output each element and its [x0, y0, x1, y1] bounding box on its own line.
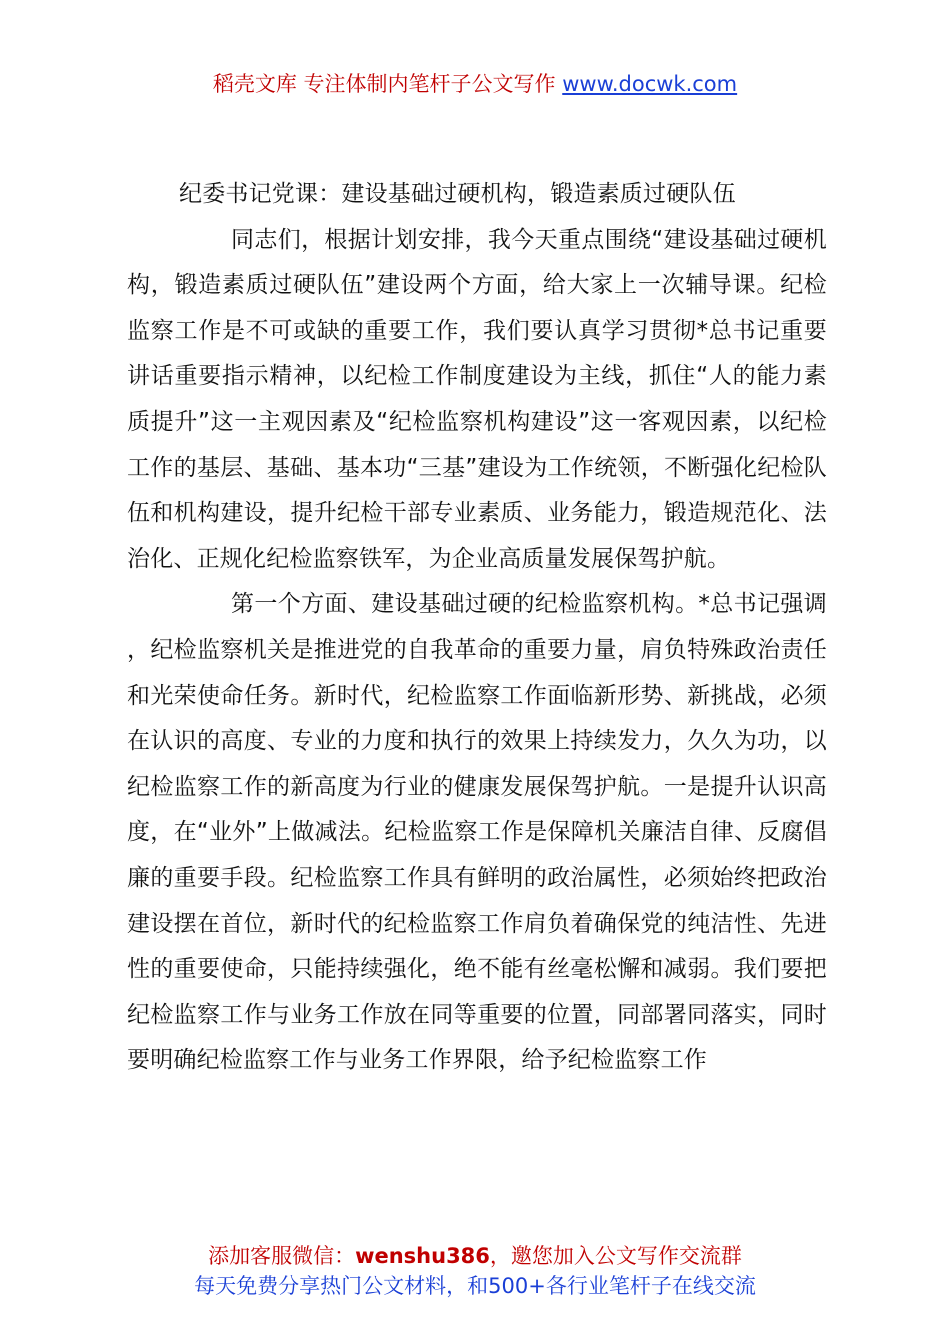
promo-footer [0, 1241, 950, 1301]
footer-contact-prefix: 添加客服微信： [208, 1244, 356, 1268]
footer-contact-line [0, 1241, 950, 1271]
site-brand: 稻壳文库 专注体制内笔杆子公文写作 [212, 72, 556, 96]
site-header [0, 68, 950, 100]
document-title: 纪委书记党课：建设基础过硬机构，锻造素质过硬队伍 [179, 181, 736, 207]
footer-contact-suffix: ，邀您加入公文写作交流群 [489, 1244, 742, 1268]
wechat-id: wenshu386 [355, 1244, 490, 1268]
paragraph-section-one: 第一个方面、建设基础过硬的纪检监察机构。*总书记强调，纪检监察机关是推进党的自我革命的重要力量，肩负特殊政治责任和光荣使命任务。新时代，纪检监察工作面临新形势、新挑战，必须在认识的高度、专业的力度和执行的效果上持续发力，久久为功，以纪检监察工作的新高度为行业的健康发展保驾护航。一是提升认识高度，在“业外”上做减法。纪检监察工作是保障机关廉洁自律、反腐倡廉的重要手段。纪检监察工作具有鲜明的政治属性，必须始终把政治建设摆在首位，新时代的纪检监察工作肩负着确保党的纯洁性、先进性的重要使命，只能持续强化，绝不能有丝毫松懈和减弱。我们要把纪检监察工作与业务工作放在同等重要的位置，同部署同落实，同时要明确纪检监察工作与业务工作界限，给予纪检监察工作 [127, 591, 827, 1074]
paragraph-intro: 同志们，根据计划安排，我今天重点围绕“建设基础过硬机构，锻造素质过硬队伍”建设两个方面，给大家上一次辅导课。纪检监察工作是不可或缺的重要工作，我们要认真学习贯彻*总书记重要讲话重要指示精神，以纪检工作制度建设为主线，抓住“人的能力素质提升”这一主观因素及“纪检监察机构建设”这一客观因素，以纪检工作的基层、基础、基本功“三基”建设为工作统领，不断强化纪检队伍和机构建设，提升纪检干部专业素质、业务能力，锻造规范化、法治化、正规化纪检监察铁军，为企业高质量发展保驾护航。 [127, 226, 827, 572]
document-body [127, 172, 827, 1084]
footer-promo-line: 每天免费分享热门公文材料，和500+各行业笔杆子在线交流 [194, 1274, 756, 1298]
site-url-link[interactable]: www.docwk.com [562, 72, 738, 96]
